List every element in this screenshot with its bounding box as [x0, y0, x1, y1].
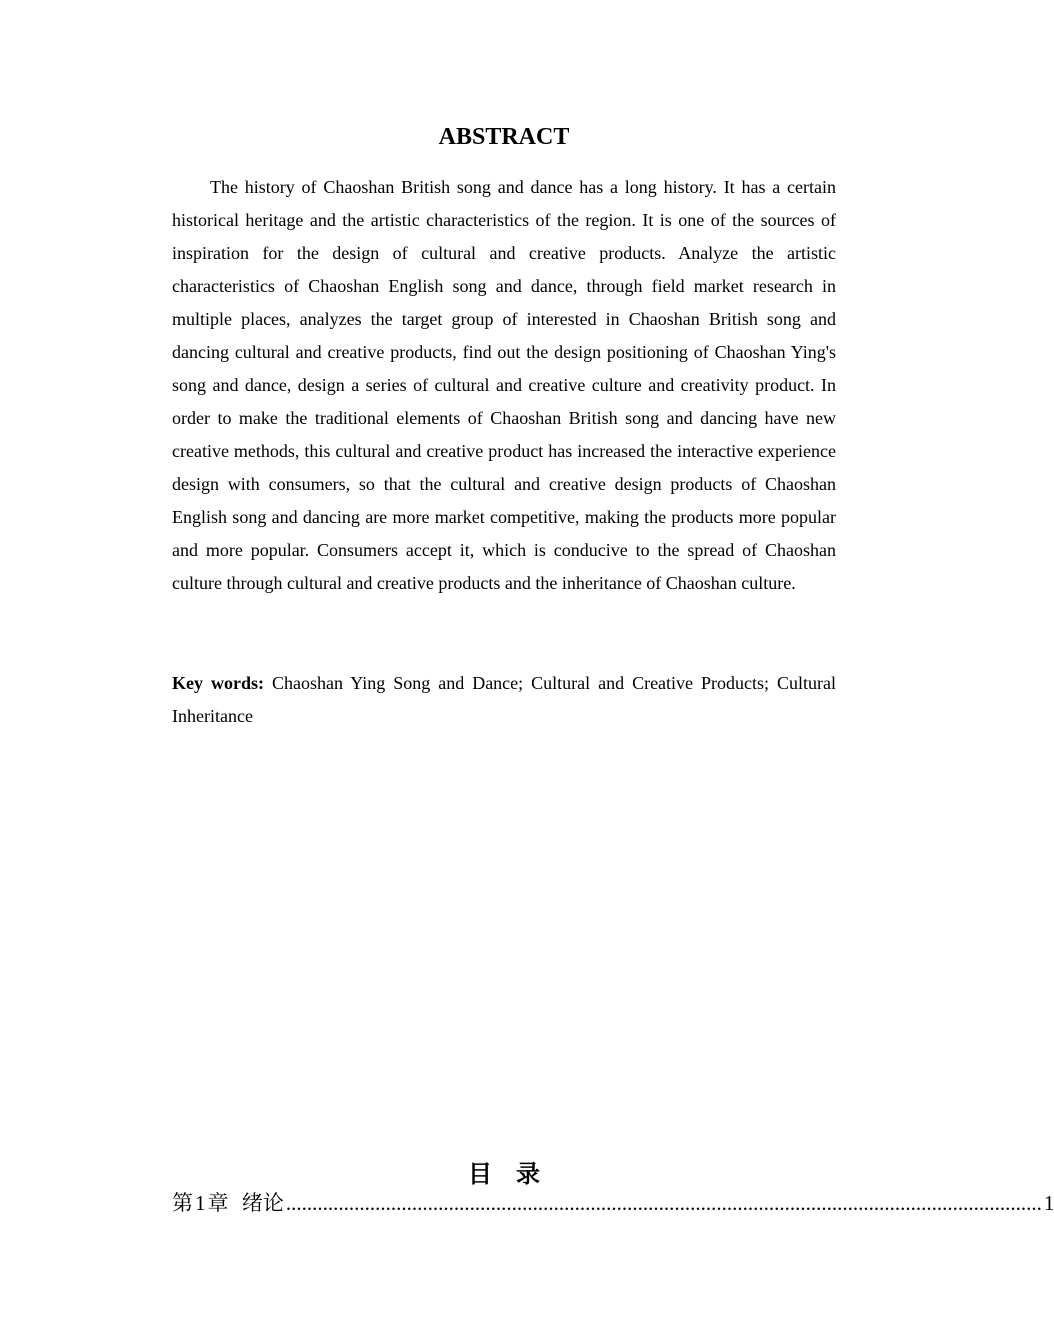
toc-page-number: 1 — [1043, 1191, 1054, 1215]
keywords-text: Chaoshan Ying Song and Dance; Cultural and Creative Products; Cultural Inheritance — [172, 673, 836, 726]
abstract-title: ABSTRACT — [438, 124, 570, 150]
toc-title: 目录 — [468, 1160, 564, 1188]
toc-entry-title: 绪论 — [241, 1191, 284, 1215]
toc-chapter-label — [172, 1188, 284, 1218]
keywords-paragraph — [172, 667, 836, 733]
toc-chapter-suffix: 章 — [207, 1191, 229, 1215]
toc-chapter-number: 1 — [195, 1191, 206, 1215]
keywords-label: Key words: — [172, 673, 264, 693]
toc-chapter-prefix: 第 — [172, 1191, 193, 1215]
abstract-body: The history of Chaoshan British song and dance has a long history. It has a certain historical heritage and the artistic characteristics of the region. It is one of the sources of inspiration for the design of cultural and creative products. Analyze the artistic characteristics of Chaoshan English song and dance, through field market research in multiple places, analyzes the target group of interested in Chaoshan British song and dancing cultural and creative products, find out the design positioning of Chaoshan Ying's song and dance, design a series of cultural and creative culture and creativity product. In order to make the traditional elements of Chaoshan British song and dancing have new creative methods, this cultural and creative product has increased the interactive experience design with consumers, so that the cultural and creative design products of Chaoshan English song and dancing are more market competitive, making the products more popular and more popular. Consumers accept it, which is conducive to the spread of Chaoshan culture through cultural and creative products and the inheritance of Chaoshan culture. — [172, 177, 836, 593]
toc-entry[interactable] — [172, 1188, 1054, 1218]
toc-dot-leader: ................................................................................................................................................ — [285, 1191, 1042, 1215]
